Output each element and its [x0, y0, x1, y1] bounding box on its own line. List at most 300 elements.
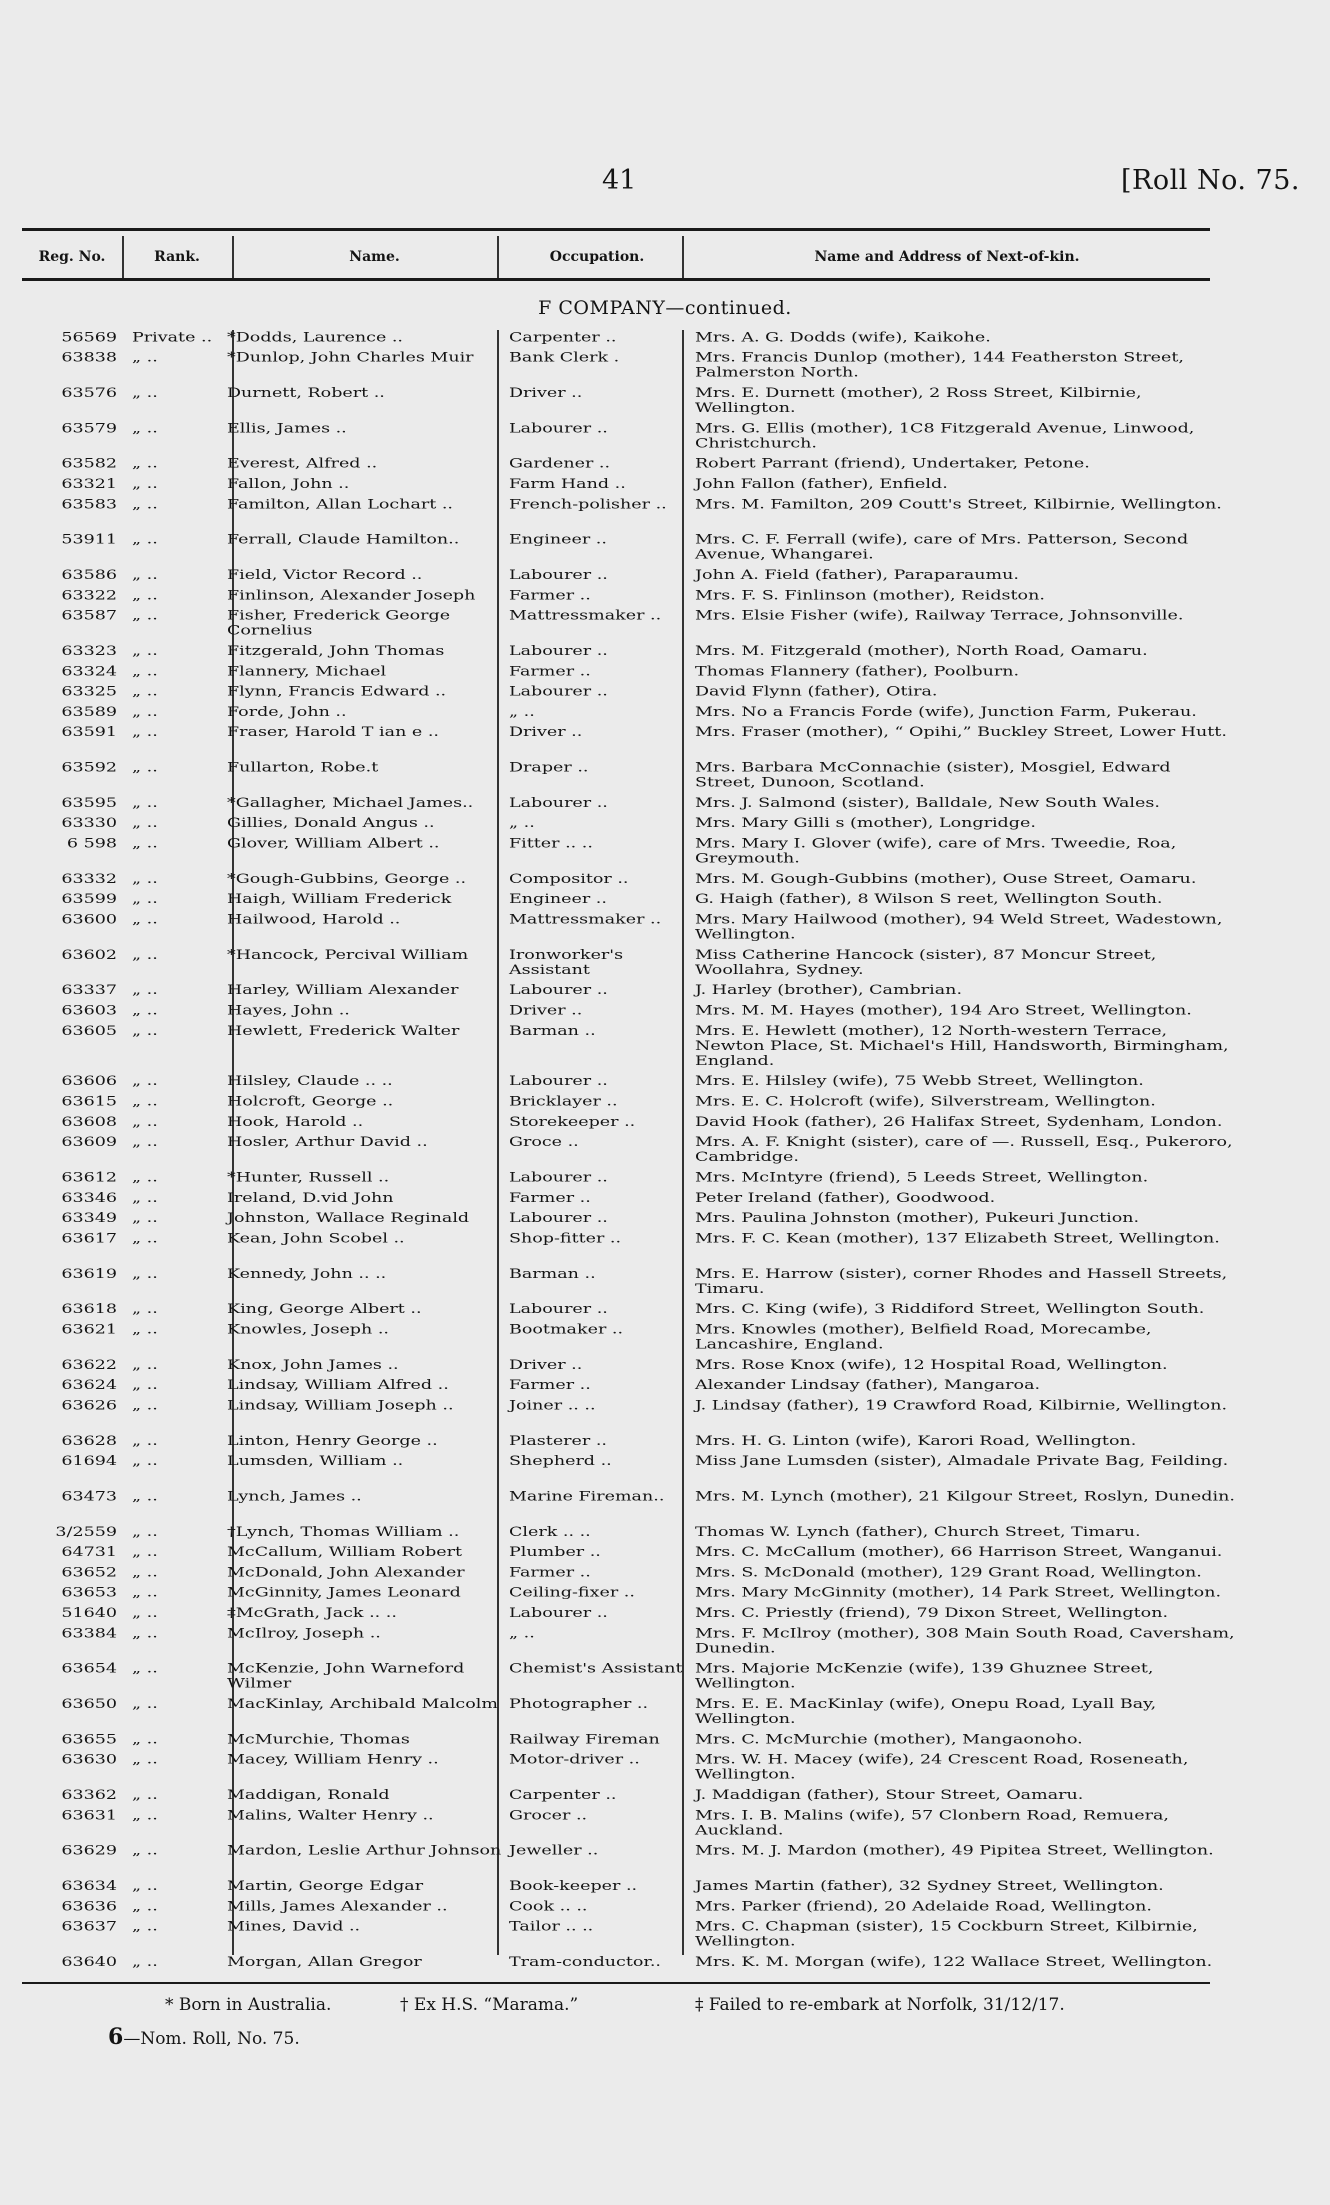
- page-number: 41: [602, 165, 637, 196]
- rank: „ ..: [132, 1752, 158, 1768]
- rank: „ ..: [132, 891, 158, 907]
- soldier-name: MacKinlay, Archibald Malcolm: [227, 1696, 498, 1712]
- occupation: Driver ..: [509, 1357, 583, 1373]
- occupation: Barman ..: [509, 1023, 596, 1039]
- table-row: [22, 983, 1222, 1003]
- header-divider: [497, 236, 499, 278]
- soldier-name: McCallum, William Robert: [227, 1544, 463, 1560]
- occupation: Farm Hand ..: [509, 476, 626, 492]
- reg-no: 63589: [61, 704, 117, 720]
- next-of-kin: Mrs. E. Harrow (sister), corner Rhodes and Hassell Streets, Timaru.: [695, 1266, 1228, 1297]
- rank: „ ..: [132, 1954, 158, 1970]
- next-of-kin: John A. Field (father), Paraparaumu.: [695, 567, 1019, 583]
- occupation: Farmer ..: [509, 663, 591, 680]
- soldier-name: McKenzie, John Warneford Wilmer: [227, 1661, 465, 1692]
- occupation: Mattressmaker ..: [509, 912, 662, 928]
- table-row: [22, 1453, 1229, 1489]
- soldier-name: Harley, William Alexander: [227, 982, 459, 998]
- next-of-kin: Mrs. F. C. Kean (mother), 137 Elizabeth Street, Wellington.: [695, 1231, 1220, 1247]
- soldier-name: Haigh, William Frederick: [227, 891, 452, 907]
- roll-reference: [Roll No. 75.: [1121, 165, 1300, 196]
- occupation: Gardener ..: [509, 456, 611, 472]
- soldier-name: Lindsay, William Joseph ..: [227, 1398, 454, 1414]
- header-divider: [122, 236, 124, 278]
- rank: „ ..: [132, 1585, 158, 1601]
- soldier-name: Ireland, D.vid John: [227, 1190, 394, 1206]
- soldier-name: Linton, Henry George ..: [227, 1433, 438, 1449]
- next-of-kin: David Hook (father), 26 Halifax Street, Sydenham, London.: [695, 1114, 1223, 1130]
- table-row: [22, 1661, 1222, 1696]
- reg-no: 51640: [61, 1605, 117, 1621]
- reg-no: 63582: [61, 456, 117, 472]
- table-row: [22, 760, 1222, 795]
- next-of-kin: Mrs. C. F. Ferrall (wife), care of Mrs. Patterson, Second Avenue, Whangarei.: [695, 532, 1189, 563]
- soldier-name: Kennedy, John .. ..: [227, 1266, 387, 1282]
- occupation: Book-keeper ..: [509, 1878, 638, 1894]
- rank: „ ..: [132, 1322, 158, 1338]
- occupation: Ironworker's Assistant: [509, 947, 624, 978]
- rank: „ ..: [132, 795, 158, 811]
- next-of-kin: Mrs. J. Salmond (sister), Balldale, New South Wales.: [695, 795, 1160, 811]
- footnote-ex-marama: † Ex H.S. “Marama.”: [400, 1995, 579, 2015]
- next-of-kin: Mrs. No a Francis Forde (wife), Junction Farm, Pukerau.: [695, 704, 1197, 720]
- occupation: Labourer ..: [509, 1605, 608, 1621]
- next-of-kin: Mrs. Fraser (mother), “ Opihi,” Buckley Street, Lower Hutt.: [695, 724, 1227, 740]
- rank: „ ..: [132, 1190, 158, 1206]
- next-of-kin: G. Haigh (father), 8 Wilson S reet, Wellington South.: [695, 891, 1163, 907]
- reg-no: 63330: [61, 815, 117, 831]
- reg-no: 63605: [61, 1023, 117, 1039]
- occupation: „ ..: [509, 815, 535, 831]
- reg-no: 63652: [61, 1565, 117, 1581]
- table-row: [22, 1433, 1222, 1453]
- table-row: [22, 644, 1222, 664]
- soldier-name: Holcroft, George ..: [227, 1094, 394, 1110]
- rank: „ ..: [132, 912, 158, 928]
- col-next-of-kin: Name and Address of Next-of-kin.: [814, 249, 1080, 265]
- rank: „ ..: [132, 1878, 158, 1894]
- reg-no: 63337: [61, 982, 117, 998]
- table-row: [22, 588, 1222, 608]
- reg-no: 53911: [61, 532, 117, 548]
- soldier-name: Macey, William Henry ..: [227, 1752, 439, 1768]
- soldier-name: Hayes, John ..: [227, 1003, 350, 1019]
- next-of-kin: Mrs. Parker (friend), 20 Adelaide Road, Wellington.: [695, 1899, 1152, 1915]
- table-row: [22, 684, 1222, 704]
- reg-no: 56569: [61, 330, 117, 346]
- occupation: Tram-conductor..: [509, 1954, 661, 1970]
- next-of-kin: Mrs. M. Fitzgerald (mother), North Road, Oamaru.: [695, 643, 1148, 659]
- occupation: Tailor .. ..: [509, 1919, 594, 1935]
- soldier-name: McDonald, John Alexander: [227, 1565, 465, 1581]
- occupation: Groce ..: [509, 1134, 579, 1150]
- soldier-name: Maddigan, Ronald: [227, 1787, 390, 1803]
- occupation: Labourer ..: [509, 982, 608, 998]
- reg-no: 63579: [61, 421, 117, 437]
- soldier-name: Hailwood, Harold ..: [227, 912, 401, 928]
- rank: „ ..: [132, 724, 158, 740]
- reg-no: 63576: [61, 385, 117, 401]
- next-of-kin: Mrs. Majorie McKenzie (wife), 139 Ghuznee Street, Wellington.: [695, 1661, 1154, 1692]
- soldier-name: Martin, George Edgar: [227, 1878, 424, 1894]
- header-divider: [232, 236, 234, 278]
- next-of-kin: Mrs. E. Hilsley (wife), 75 Webb Street, Wellington.: [695, 1073, 1144, 1089]
- table-header: [22, 236, 1210, 278]
- soldier-name: *Gallagher, Michael James..: [227, 795, 474, 811]
- occupation: Engineer ..: [509, 891, 607, 907]
- table-row: [22, 330, 1222, 350]
- rank: „ ..: [132, 1023, 158, 1039]
- reg-no: 63626: [61, 1398, 117, 1414]
- next-of-kin: J. Lindsay (father), 19 Crawford Road, Kilbirnie, Wellington.: [695, 1398, 1228, 1414]
- rank: Private ..: [132, 330, 213, 346]
- signature-number: 6: [108, 2024, 124, 2050]
- occupation: Clerk .. ..: [509, 1524, 591, 1540]
- reg-no: 63606: [61, 1073, 117, 1089]
- soldier-name: *Hunter, Russell ..: [227, 1170, 390, 1186]
- reg-no: 63592: [61, 760, 117, 776]
- reg-no: 63384: [61, 1626, 117, 1642]
- reg-no: 63629: [61, 1843, 117, 1859]
- occupation: Labourer ..: [509, 684, 608, 700]
- reg-no: 63587: [61, 608, 117, 624]
- reg-no: 63654: [61, 1661, 117, 1677]
- soldier-name: Fallon, John ..: [227, 476, 350, 492]
- soldier-name: Ferrall, Claude Hamilton..: [227, 532, 460, 548]
- occupation: Labourer ..: [509, 795, 608, 811]
- soldier-name: *Dunlop, John Charles Muir: [227, 350, 474, 366]
- next-of-kin: Mrs. Knowles (mother), Belfield Road, Morecambe, Lancashire, England.: [695, 1322, 1152, 1353]
- soldier-name: Lumsden, William ..: [227, 1453, 404, 1469]
- table-row: [22, 1170, 1222, 1190]
- rank: „ ..: [132, 982, 158, 998]
- occupation: Barman ..: [509, 1266, 596, 1282]
- reg-no: 63630: [61, 1752, 117, 1768]
- occupation: Labourer ..: [509, 1210, 608, 1226]
- soldier-name: Mardon, Leslie Arthur Johnson: [227, 1843, 502, 1859]
- reg-no: 63332: [61, 871, 117, 887]
- soldier-name: Fullarton, Robe.t: [227, 760, 379, 776]
- table-row: [22, 1955, 1222, 1975]
- next-of-kin: J. Harley (brother), Cambrian.: [695, 982, 963, 998]
- rank: „ ..: [132, 588, 158, 604]
- occupation: Mattressmaker ..: [509, 608, 662, 624]
- table-row: [22, 1211, 1222, 1231]
- table-row: [22, 1231, 1222, 1266]
- next-of-kin: Thomas Flannery (father), Poolburn.: [695, 663, 1020, 680]
- soldier-name: Knox, John James ..: [227, 1357, 399, 1373]
- soldier-name: Gillies, Donald Angus ..: [227, 815, 435, 831]
- soldier-name: Flynn, Francis Edward ..: [227, 684, 447, 700]
- rank: „ ..: [132, 1605, 158, 1621]
- soldier-name: Familton, Allan Lochart ..: [227, 496, 453, 513]
- rank: „ ..: [132, 1696, 158, 1712]
- rank: „ ..: [132, 1626, 158, 1642]
- reg-no: 63636: [61, 1899, 117, 1915]
- reg-no: 63631: [61, 1808, 117, 1824]
- next-of-kin: Mrs. A. F. Knight (sister), care of —. Russell, Esq., Pukeroro, Cambridge.: [695, 1134, 1233, 1165]
- reg-no: 63640: [61, 1954, 117, 1970]
- col-occupation: Occupation.: [549, 249, 645, 265]
- next-of-kin: Mrs. W. H. Macey (wife), 24 Crescent Road, Roseneath, Wellington.: [695, 1752, 1189, 1783]
- next-of-kin: Mrs. C. Chapman (sister), 15 Cockburn Street, Kilbirnie, Wellington.: [695, 1919, 1198, 1950]
- table-row: [22, 1378, 1222, 1398]
- soldier-name: Flannery, Michael: [227, 663, 387, 680]
- rank: „ ..: [132, 1899, 158, 1915]
- reg-no: 63322: [61, 588, 117, 604]
- soldier-name: McGinnity, James Leonard: [227, 1585, 461, 1601]
- soldier-name: *Dodds, Laurence ..: [227, 330, 403, 346]
- occupation: Labourer ..: [509, 1301, 608, 1317]
- occupation: Joiner .. ..: [509, 1398, 596, 1414]
- rank: „ ..: [132, 608, 158, 624]
- next-of-kin: Mrs. Mary Hailwood (mother), 94 Weld Street, Wadestown, Wellington.: [695, 912, 1223, 943]
- occupation: Farmer ..: [509, 1565, 591, 1581]
- reg-no: 63324: [61, 663, 117, 680]
- next-of-kin: Mrs. M. J. Mardon (mother), 49 Pipitea Street, Wellington.: [695, 1843, 1214, 1859]
- bottom-rule: [22, 1982, 1210, 1984]
- table-row: [22, 836, 1222, 871]
- table-row: [22, 1808, 1222, 1843]
- next-of-kin: Miss Catherine Hancock (sister), 87 Moncur Street, Woollahra, Sydney.: [695, 947, 1157, 978]
- rank: „ ..: [132, 1134, 158, 1150]
- soldier-name: Durnett, Robert ..: [227, 385, 385, 401]
- table-row: [22, 386, 1222, 421]
- rank: „ ..: [132, 871, 158, 887]
- table-row: [22, 1788, 1222, 1808]
- table-row: [22, 1626, 1235, 1661]
- soldier-name: *Gough-Gubbins, George ..: [227, 871, 467, 887]
- rank: „ ..: [132, 496, 158, 513]
- next-of-kin: Mrs. E. E. MacKinlay (wife), Onepu Road, Lyall Bay, Wellington.: [695, 1696, 1157, 1727]
- table-row: [22, 1003, 1222, 1023]
- table-row: [22, 608, 1222, 643]
- signature-text: —Nom. Roll, No. 75.: [123, 2029, 300, 2049]
- soldier-name: Hosler, Arthur David ..: [227, 1134, 428, 1150]
- table-row: [22, 816, 1222, 836]
- occupation: Labourer ..: [509, 421, 608, 437]
- next-of-kin: Mrs. Mary Gilli s (mother), Longridge.: [695, 815, 1036, 831]
- occupation: Driver ..: [509, 724, 583, 740]
- table-row: [22, 1843, 1222, 1878]
- occupation: Storekeeper ..: [509, 1114, 636, 1130]
- rank: „ ..: [132, 704, 158, 720]
- soldier-name: Fraser, Harold T ian e ..: [227, 724, 439, 740]
- reg-no: 63600: [61, 912, 117, 928]
- reg-no: 63321: [61, 476, 117, 492]
- table-row: [22, 1489, 1235, 1524]
- rank: „ ..: [132, 532, 158, 548]
- col-rank: Rank.: [154, 249, 200, 265]
- reg-no: 63655: [61, 1732, 117, 1748]
- table-row: [22, 1074, 1222, 1094]
- soldier-name: Lynch, James ..: [227, 1489, 362, 1505]
- reg-no: 63612: [61, 1170, 117, 1186]
- page-header: [22, 165, 1308, 205]
- reg-no: 63621: [61, 1322, 117, 1338]
- occupation: Compositor ..: [509, 871, 629, 887]
- soldier-name: Lindsay, William Alfred ..: [227, 1377, 449, 1393]
- reg-no: 63634: [61, 1878, 117, 1894]
- rank: „ ..: [132, 1210, 158, 1226]
- table-row: [22, 1565, 1222, 1585]
- rank: „ ..: [132, 1301, 158, 1317]
- table-row: [22, 705, 1222, 725]
- table-row: [22, 532, 1222, 567]
- reg-no: 63650: [61, 1696, 117, 1712]
- table-row: [22, 1585, 1222, 1605]
- next-of-kin: Mrs. M. M. Hayes (mother), 194 Aro Street, Wellington.: [695, 1003, 1192, 1019]
- occupation: Driver ..: [509, 1003, 583, 1019]
- next-of-kin: Alexander Lindsay (father), Mangaroa.: [695, 1377, 1041, 1393]
- occupation: Shop-fitter ..: [509, 1231, 622, 1247]
- soldier-name: Johnston, Wallace Reginald: [227, 1210, 470, 1226]
- occupation: Farmer ..: [509, 588, 591, 604]
- occupation: Plumber ..: [509, 1544, 601, 1560]
- rank: „ ..: [132, 1919, 158, 1935]
- top-rule: [22, 228, 1210, 231]
- rank: „ ..: [132, 1787, 158, 1803]
- table-row: [22, 1358, 1222, 1378]
- rank: „ ..: [132, 1377, 158, 1393]
- table-row: [22, 1606, 1222, 1626]
- header-divider: [682, 236, 684, 278]
- rank: „ ..: [132, 643, 158, 659]
- occupation: French-polisher ..: [509, 496, 667, 513]
- soldier-name: Malins, Walter Henry ..: [227, 1808, 434, 1824]
- occupation: Marine Fireman..: [509, 1489, 665, 1505]
- reg-no: 63599: [61, 891, 117, 907]
- reg-no: 63362: [61, 1787, 117, 1803]
- occupation: Shepherd ..: [509, 1453, 612, 1469]
- next-of-kin: Mrs. I. B. Malins (wife), 57 Clonbern Road, Remuera, Auckland.: [695, 1808, 1169, 1839]
- soldier-name: McMurchie, Thomas: [227, 1732, 410, 1748]
- table-row: [22, 1919, 1222, 1954]
- table-row: [22, 1023, 1229, 1074]
- next-of-kin: Thomas W. Lynch (father), Church Street, Timaru.: [695, 1524, 1141, 1540]
- rank: „ ..: [132, 1231, 158, 1247]
- next-of-kin: Peter Ireland (father), Goodwood.: [695, 1190, 996, 1206]
- next-of-kin: J. Maddigan (father), Stour Street, Oamaru.: [695, 1787, 1084, 1803]
- soldier-name: †Lynch, Thomas William ..: [227, 1524, 460, 1540]
- reg-no: 63615: [61, 1094, 117, 1110]
- occupation: Farmer ..: [509, 1190, 591, 1206]
- reg-no: 63591: [61, 724, 117, 740]
- next-of-kin: John Fallon (father), Enfield.: [695, 476, 948, 492]
- rank: „ ..: [132, 1565, 158, 1581]
- reg-no: 63653: [61, 1585, 117, 1601]
- rank: „ ..: [132, 947, 158, 963]
- reg-no: 63628: [61, 1433, 117, 1449]
- header-bottom-rule: [22, 278, 1210, 281]
- reg-no: 63602: [61, 947, 117, 963]
- occupation: Labourer ..: [509, 1170, 608, 1186]
- rank: „ ..: [132, 1357, 158, 1373]
- occupation: Chemist's Assistant: [509, 1661, 683, 1677]
- soldier-name: Kean, John Scobel ..: [227, 1231, 405, 1247]
- next-of-kin: Mrs. C. Priestly (friend), 79 Dixon Street, Wellington.: [695, 1605, 1169, 1621]
- reg-no: 63622: [61, 1357, 117, 1373]
- reg-no: 63617: [61, 1231, 117, 1247]
- table-row: [22, 477, 1222, 497]
- next-of-kin: Mrs. M. Lynch (mother), 21 Kilgour Street, Roslyn, Dunedin.: [695, 1489, 1235, 1505]
- table-row: [22, 1524, 1222, 1544]
- rank: „ ..: [132, 567, 158, 583]
- rank: „ ..: [132, 456, 158, 472]
- occupation: Farmer ..: [509, 1377, 591, 1393]
- rank: „ ..: [132, 1094, 158, 1110]
- occupation: Grocer ..: [509, 1808, 588, 1824]
- occupation: Engineer ..: [509, 532, 607, 548]
- next-of-kin: Mrs. E. Hewlett (mother), 12 North-western Terrace, Newton Place, St. Michael's Hill, Handsworth, Birmingham, England.: [695, 1023, 1229, 1069]
- rank: „ ..: [132, 350, 158, 366]
- next-of-kin: Mrs. S. McDonald (mother), 129 Grant Road, Wellington.: [695, 1565, 1202, 1581]
- reg-no: 63838: [61, 350, 117, 366]
- printer-signature: [108, 2024, 300, 2050]
- next-of-kin: Mrs. A. G. Dodds (wife), Kaikohe.: [695, 330, 991, 346]
- occupation: Labourer ..: [509, 643, 608, 659]
- reg-no: 63325: [61, 684, 117, 700]
- occupation: Carpenter ..: [509, 1787, 617, 1803]
- table-row: [22, 1879, 1222, 1899]
- reg-no: 63624: [61, 1377, 117, 1393]
- table-row: [22, 456, 1222, 476]
- roll-table-body: [22, 330, 1235, 1975]
- occupation: „ ..: [509, 1626, 535, 1642]
- soldier-name: Field, Victor Record ..: [227, 567, 423, 583]
- rank: „ ..: [132, 836, 158, 852]
- occupation: Ceiling-fixer ..: [509, 1585, 635, 1601]
- table-row: [22, 1115, 1222, 1135]
- table-row: [22, 912, 1222, 947]
- rank: „ ..: [132, 385, 158, 401]
- soldier-name: Ellis, James ..: [227, 421, 347, 437]
- table-row: [22, 796, 1222, 816]
- occupation: Draper ..: [509, 760, 589, 776]
- rank: „ ..: [132, 1433, 158, 1449]
- soldier-name: Mills, James Alexander ..: [227, 1899, 448, 1915]
- table-row: [22, 892, 1222, 912]
- table-row: [22, 1545, 1222, 1565]
- reg-no: 63595: [61, 795, 117, 811]
- table-row: [22, 1302, 1222, 1322]
- rank: „ ..: [132, 1544, 158, 1560]
- reg-no: 63473: [61, 1489, 117, 1505]
- table-row: [22, 1191, 1222, 1211]
- rank: „ ..: [132, 1489, 158, 1505]
- col-reg-no: Reg. No.: [38, 249, 106, 265]
- table-row: [22, 1398, 1228, 1433]
- rank: „ ..: [132, 815, 158, 831]
- next-of-kin: David Flynn (father), Otira.: [695, 684, 938, 700]
- rank: „ ..: [132, 663, 158, 680]
- next-of-kin: Mrs. C. McMurchie (mother), Mangaonoho.: [695, 1732, 1083, 1748]
- next-of-kin: Mrs. G. Ellis (mother), 1C8 Fitzgerald Avenue, Linwood, Christchurch.: [695, 421, 1195, 452]
- occupation: Plasterer ..: [509, 1433, 607, 1449]
- soldier-name: Fitzgerald, John Thomas: [227, 643, 445, 659]
- soldier-name: Hook, Harold ..: [227, 1114, 364, 1130]
- rank: „ ..: [132, 1114, 158, 1130]
- rank: „ ..: [132, 1808, 158, 1824]
- occupation: Carpenter ..: [509, 330, 617, 346]
- soldier-name: Hewlett, Frederick Walter: [227, 1023, 460, 1039]
- soldier-name: Morgan, Allan Gregor: [227, 1954, 422, 1970]
- occupation: Driver ..: [509, 385, 583, 401]
- table-row: [22, 1697, 1222, 1732]
- table-row: [22, 664, 1222, 684]
- reg-no: 63586: [61, 567, 117, 583]
- next-of-kin: Mrs. Francis Dunlop (mother), 144 Featherston Street, Palmerston North.: [695, 350, 1184, 381]
